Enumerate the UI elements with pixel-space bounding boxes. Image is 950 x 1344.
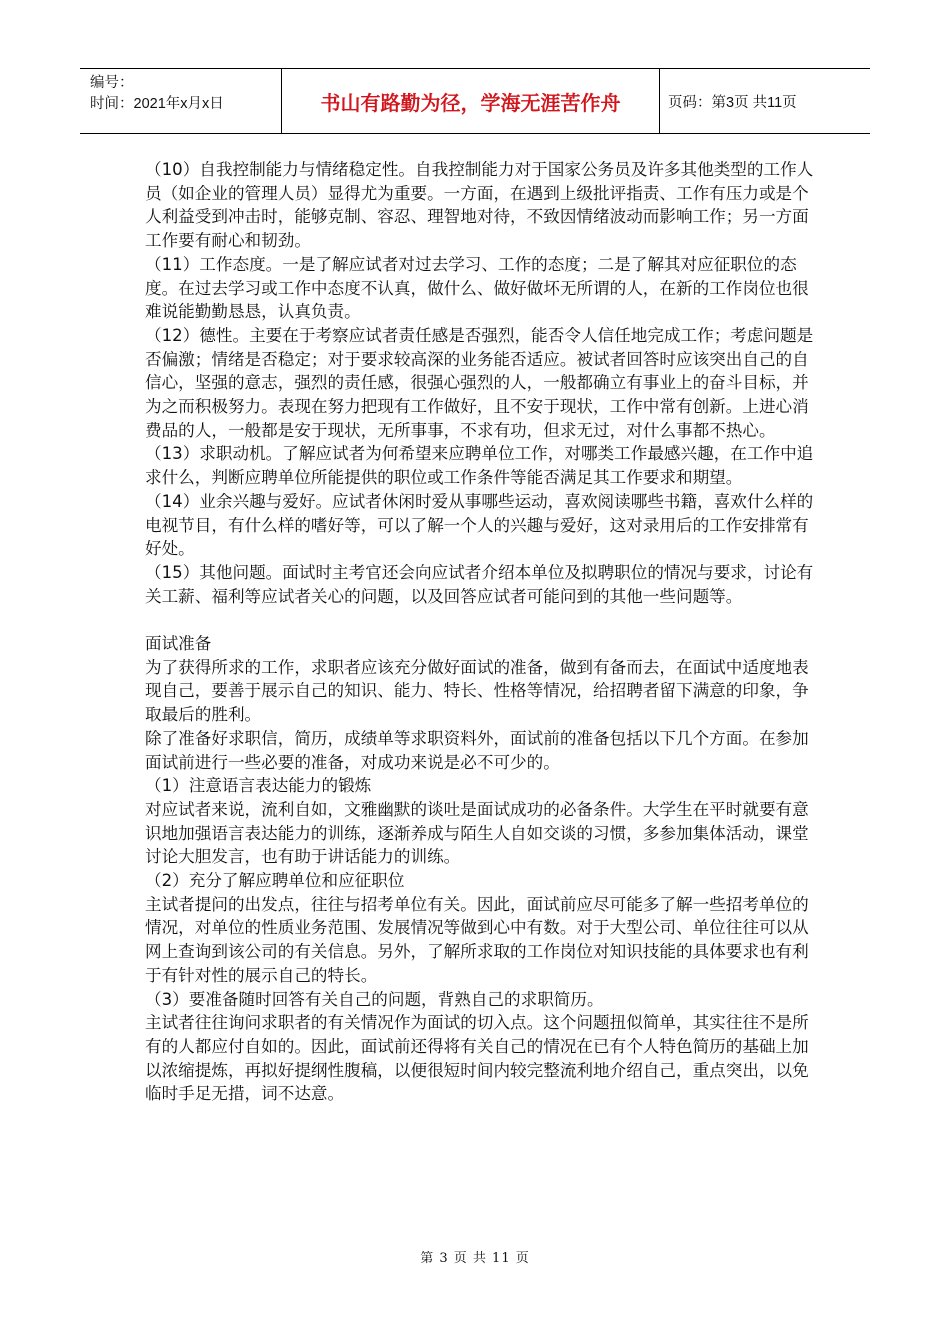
document-time-label: 时间：2021年x月x日 (90, 96, 224, 112)
page-footer: 第 3 页 共 11 页 (420, 1251, 530, 1266)
paragraph: 对应试者来说，流利自如，文雅幽默的谈吐是面试成功的必备条件。大学生在平时就要有意识地加强语言表达能力的训练，逐渐养成与陌生人自如交谈的习惯，多参加集体活动，课堂讨论大胆发言，也有助于讲话能力的训练。 (145, 799, 809, 867)
page-header (80, 68, 870, 134)
document-number-label: 编号： (90, 75, 134, 91)
paragraph: （15）其他问题。面试时主考官还会向应试者介绍本单位及拟聘职位的情况与要求，讨论有关工薪、福利等应试者关心的问题，以及回答应试者可能问到的其他一些问题等。 (145, 562, 814, 606)
section-title: 面试准备 (145, 634, 212, 654)
paragraph: 为了获得所求的工作，求职者应该充分做好面试的准备，做到有备而去，在面试中适度地表现自己，要善于展示自己的知识、能力、特长、性格等情况，给招聘者留下满意的印象，争取最后的胜利。 (145, 657, 809, 725)
subheading: （1）注意语言表达能力的锻炼 (145, 776, 372, 796)
paragraph: （10）自我控制能力与情绪稳定性。自我控制能力对于国家公务员及许多其他类型的工作人员（如企业的管理人员）显得尤为重要。一方面，在遇到上级批评指责、工作有压力或是个人利益受到冲击时，能够克制、容忍、理智地对待，不致因情绪波动而影响工作；另一方面工作要有耐心和韧劲。 (145, 160, 814, 251)
paragraph: （12）德性。主要在于考察应试者责任感是否强烈，能否令人信任地完成工作；考虑问题是否偏激；情绪是否稳定；对于要求较高深的业务能否适应。被试者回答时应该突出自己的自信心，坚强的意志，强烈的责任感，很强心强烈的人，一般都确立有事业上的奋斗目标，并为之而积极努力。表现在努力把现有工作做好，且不安于现状，工作中常有创新。上进心消费品的人，一般都是安于现状，无所事事，不求有功，但求无过，对什么事都不热心。 (145, 325, 814, 440)
paragraph: 除了准备好求职信，简历，成绩单等求职资料外，面试前的准备包括以下几个方面。在参加面试前进行一些必要的准备，对成功来说是必不可少的。 (145, 728, 809, 772)
paragraph: （11）工作态度。一是了解应试者对过去学习、工作的态度；二是了解其对应征职位的态度。在过去学习或工作中态度不认真，做什么、做好做坏无所谓的人，在新的工作岗位也很难说能勤勤恳恳，认真负责。 (145, 254, 809, 322)
paragraph: 主试者往往询问求职者的有关情况作为面试的切入点。这个问题扭似简单，其实往往不是所有的人都应付自如的。因此，面试前还得将有关自己的情况在已有个人特色简历的基础上加以浓缩提炼，再拟好提纲性腹稿，以便很短时间内较完整流利地介绍自己，重点突出，以免临时手足无措，词不达意。 (145, 1013, 809, 1104)
paragraph: （14）业余兴趣与爱好。应试者休闲时爱从事哪些运动，喜欢阅读哪些书籍，喜欢什么样的电视节目，有什么样的嗜好等，可以了解一个人的兴趣与爱好，这对录用后的工作安排常有好处。 (145, 491, 814, 559)
header-slogan: 书山有路勤为径，学海无涯苦作舟 (282, 69, 660, 133)
subheading: （3）要准备随时回答有关自己的问题，背熟自己的求职简历。 (145, 989, 604, 1009)
subheading: （2）充分了解应聘单位和应征职位 (145, 871, 405, 891)
header-meta (80, 69, 282, 133)
header-page-info: 页码：第3页 共11页 (668, 94, 797, 111)
paragraph: （13）求职动机。了解应试者为何希望来应聘单位工作，对哪类工作最感兴趣，在工作中追求什么，判断应聘单位所能提供的职位或工作条件等能否满足其工作要求和期望。 (145, 444, 814, 488)
paragraph-gap (145, 608, 815, 632)
paragraph: 主试者提问的出发点，往往与招考单位有关。因此，面试前应尽可能多了解一些招考单位的情况，对单位的性质业务范围、发展情况等做到心中有数。对于大型公司、单位往往可以从网上查询到该公司的有关信息。另外，了解所求取的工作岗位对知识技能的具体要求也有利于有针对性的展示自己的特长。 (145, 894, 809, 985)
document-body (145, 158, 815, 1106)
